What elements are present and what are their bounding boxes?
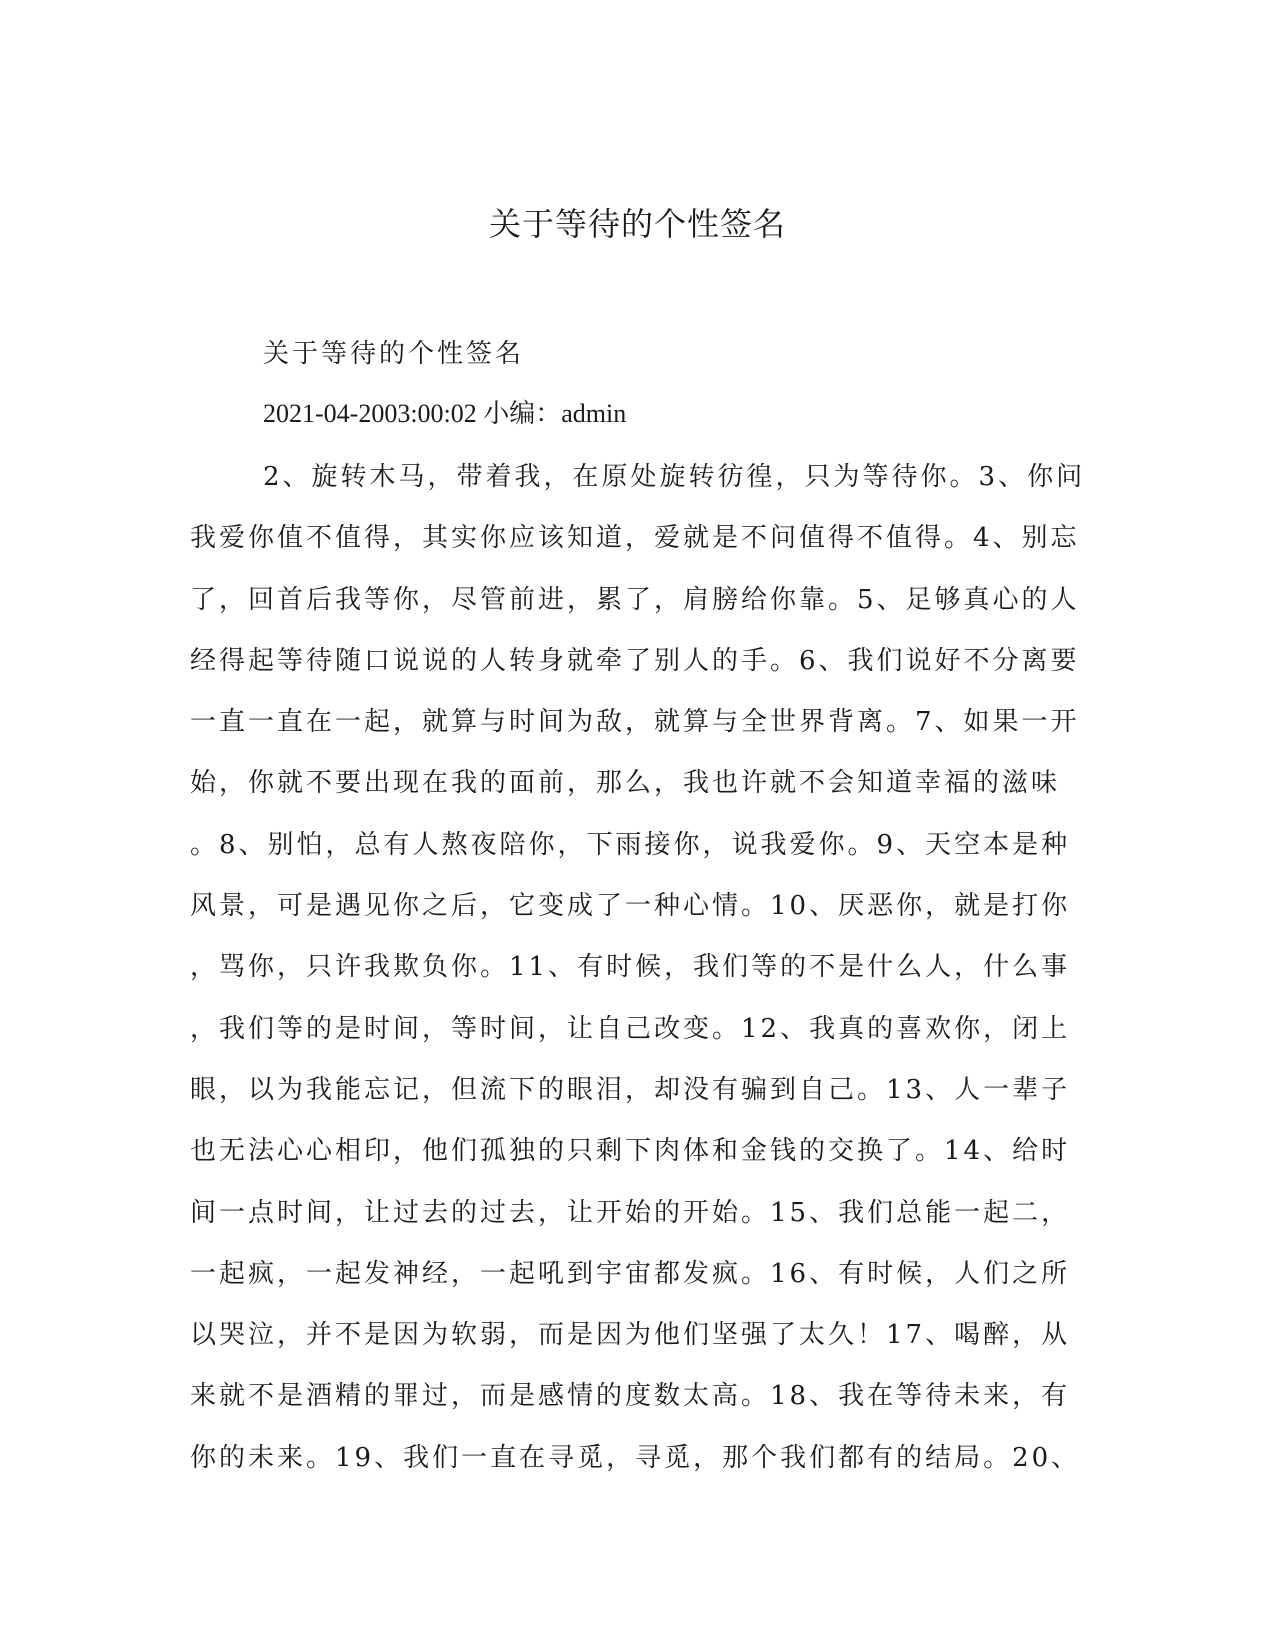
document-subtitle: 关于等待的个性签名	[263, 339, 525, 369]
body-line: 一起疯，一起发神经，一起吼到宇宙都发疯。16、有时候，人们之所	[190, 1258, 1071, 1289]
body-line: 来就不是酒精的罪过，而是感情的度数太高。18、我在等待未来，有	[190, 1381, 1071, 1412]
body-line: ，我们等的是时间，等时间，让自己改变。12、我真的喜欢你，闭上	[190, 1013, 1071, 1044]
body-line: ，骂你，只许我欺负你。11、有时候，我们等的不是什么人，什么事	[190, 952, 1071, 983]
document-title: 关于等待的个性签名	[488, 205, 786, 243]
body-line: 也无法心心相印，他们孤独的只剩下肉体和金钱的交换了。14、给时	[190, 1136, 1071, 1167]
body-line: 一直一直在一起，就算与时间为敌，就算与全世界背离。7、如果一开	[190, 707, 1080, 738]
document-body	[190, 455, 1090, 1497]
body-line: 了，回首后我等你，尽管前进，累了，肩膀给你靠。5、足够真心的人	[190, 584, 1080, 615]
body-line: 2、旋转木马，带着我，在原处旋转彷徨，只为等待你。3、你问	[263, 462, 1086, 492]
body-line: 间一点时间，让过去的过去，让开始的开始。15、我们总能一起二，	[190, 1197, 1071, 1228]
body-line: 风景，可是遇见你之后，它变成了一种心情。10、厌恶你，就是打你	[190, 891, 1071, 922]
body-line: 以哭泣，并不是因为软弱，而是因为他们坚强了太久！17、喝醉，从	[190, 1320, 1071, 1351]
body-line: 我爱你值不值得，其实你应该知道，爱就是不问值得不值得。4、别忘	[190, 523, 1080, 554]
body-line: 你的未来。19、我们一直在寻觅，寻觅，那个我们都有的结局。20、	[190, 1442, 1081, 1473]
body-line: 。8、别怕，总有人熬夜陪你，下雨接你，说我爱你。9、天空本是种	[190, 829, 1071, 860]
body-line: 经得起等待随口说说的人转身就牵了别人的手。6、我们说好不分离要	[190, 645, 1080, 676]
body-line: 始，你就不要出现在我的面前，那么，我也许就不会知道幸福的滋味	[190, 768, 1061, 799]
body-line: 眼，以为我能忘记，但流下的眼泪，却没有骗到自己。13、人一辈子	[190, 1074, 1071, 1105]
document-meta: 2021-04-2003:00:02 小编：admin	[263, 399, 627, 428]
